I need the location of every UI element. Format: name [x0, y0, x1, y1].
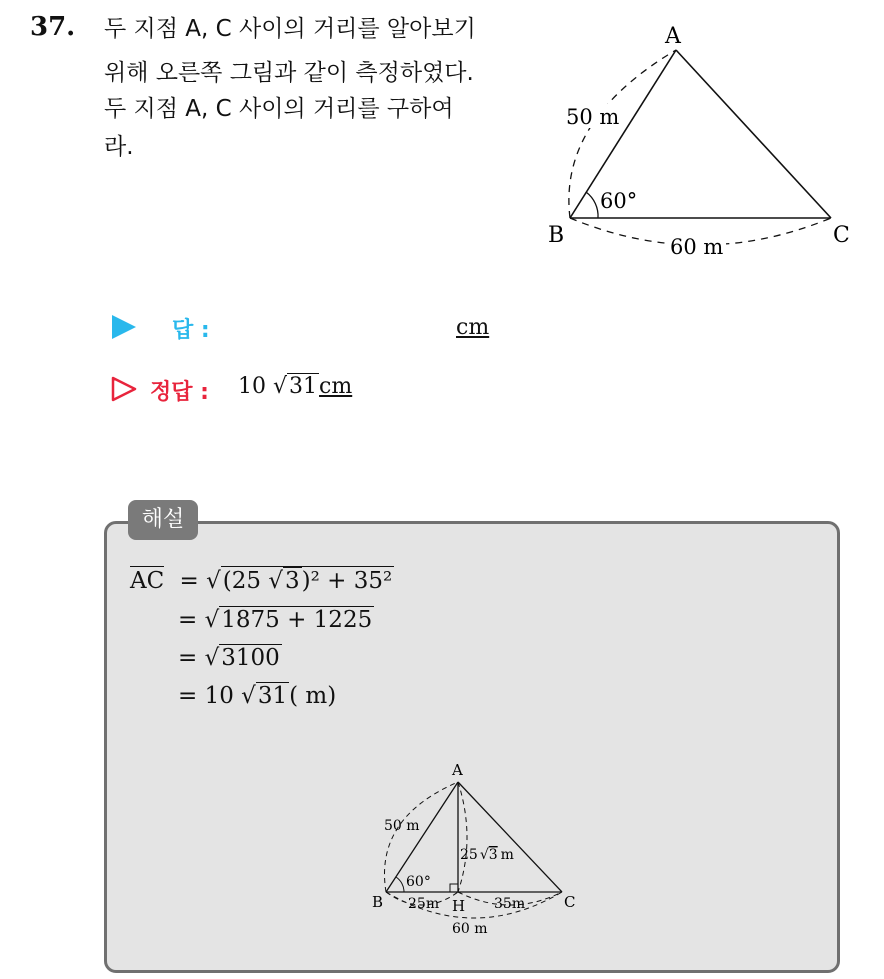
label-angle: 60°	[406, 874, 431, 890]
point-a-label: A	[452, 761, 463, 779]
triangle-diagram	[540, 20, 860, 270]
sqrt-icon: √	[241, 683, 256, 709]
sqrt-icon: √	[273, 374, 288, 399]
side-ac	[458, 782, 562, 892]
label-bh: 25m	[408, 896, 440, 912]
correct-arrow-icon	[110, 375, 138, 403]
question-line-3: 두 지점 A, C 사이의 거리를 구하여	[104, 96, 454, 122]
sqrt-icon: √	[204, 645, 220, 671]
question-line-4: 라.	[104, 134, 134, 160]
label-ah: 25 √3 m	[460, 847, 514, 863]
correct-label: 정답 :	[150, 380, 209, 405]
correct-radicand: 31	[289, 374, 318, 399]
question-line-1: 두 지점 A, C 사이의 거리를 알아보기	[104, 16, 476, 42]
point-b-label: B	[548, 223, 565, 248]
label-angle: 60°	[600, 189, 638, 213]
point-h-label: H	[452, 897, 466, 915]
point-c-label: C	[564, 893, 576, 911]
correct-value	[238, 373, 352, 399]
angle-arc	[586, 192, 598, 218]
answer-arrow-icon	[112, 315, 136, 339]
solution-eq-2: = √1875 + 1225	[178, 607, 373, 633]
segment-ac: AC	[130, 568, 165, 594]
label-bc: 60 m	[452, 921, 488, 937]
solution-eq-4: = 10 √31( m)	[178, 683, 337, 709]
right-angle-mark	[450, 884, 458, 892]
sqrt-icon: √	[204, 607, 220, 633]
solution-eq-3: = √3100	[178, 645, 280, 671]
question-line-2: 위해 오른쪽 그림과 같이 측정하였다.	[104, 60, 474, 86]
side-ac	[676, 50, 831, 218]
label-ab: 50 m	[384, 818, 420, 834]
label-bc: 60 m	[670, 235, 724, 259]
correct-coef: 10	[238, 374, 266, 399]
solution-eq-1: AC = √(25 √3)² + 35²	[130, 568, 393, 594]
point-c-label: C	[833, 223, 850, 248]
solution-tag: 해설	[128, 500, 198, 540]
question-number: 37.	[30, 12, 76, 42]
solution-triangle-diagram	[364, 758, 584, 938]
sqrt-icon: √	[268, 568, 283, 594]
correct-unit: cm	[319, 374, 353, 399]
point-a-label: A	[665, 24, 681, 49]
point-b-label: B	[372, 893, 384, 911]
answer-unit: cm	[456, 315, 490, 340]
answer-label: 답 :	[172, 318, 210, 343]
sqrt-icon: √	[206, 568, 221, 594]
label-hc: 35m	[494, 896, 526, 912]
label-ab: 50 m	[566, 105, 620, 129]
